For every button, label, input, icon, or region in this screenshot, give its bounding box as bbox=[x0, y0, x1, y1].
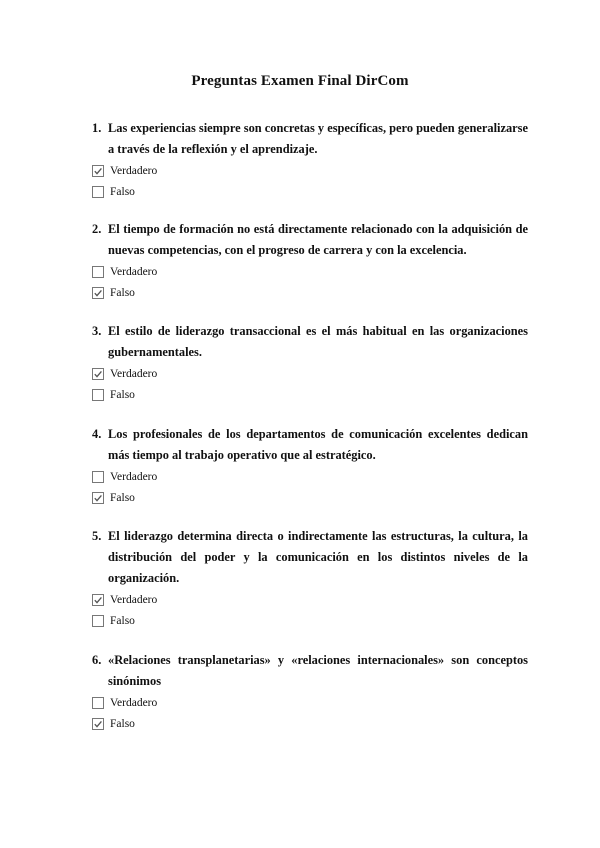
question-statement: Los profesionales de los departamentos de comunicación excelentes dedican más tiempo al trabajo operativo que al estratégico. bbox=[108, 427, 528, 462]
option-label: Verdadero bbox=[110, 164, 158, 177]
question-text bbox=[92, 424, 528, 466]
question-statement: Las experiencias siempre son concretas y específicas, pero pueden generalizarse a través de la reflexión y el aprendizaje. bbox=[108, 121, 528, 156]
option-verdadero[interactable] bbox=[92, 363, 528, 384]
question-statement: El tiempo de formación no está directamente relacionado con la adquisición de nuevas competencias, con el progreso de carrera y con la excelencia. bbox=[108, 222, 528, 257]
option-label: Falso bbox=[110, 185, 135, 198]
question-3 bbox=[92, 321, 528, 405]
option-label: Verdadero bbox=[110, 265, 158, 278]
question-number: 4. bbox=[92, 427, 102, 441]
option-label: Verdadero bbox=[110, 470, 158, 483]
option-verdadero[interactable] bbox=[92, 160, 528, 181]
question-text bbox=[92, 219, 528, 261]
checkbox-verdadero[interactable] bbox=[92, 368, 104, 380]
option-label: Verdadero bbox=[110, 593, 158, 606]
checkbox-falso[interactable] bbox=[92, 615, 104, 627]
option-falso[interactable] bbox=[92, 384, 528, 405]
question-number: 1. bbox=[92, 121, 102, 135]
option-falso[interactable] bbox=[92, 487, 528, 508]
option-falso[interactable] bbox=[92, 181, 528, 202]
question-number: 2. bbox=[92, 222, 102, 236]
checkbox-falso[interactable] bbox=[92, 287, 104, 299]
option-verdadero[interactable] bbox=[92, 589, 528, 610]
question-text bbox=[92, 650, 528, 692]
checkbox-falso[interactable] bbox=[92, 186, 104, 198]
option-label: Falso bbox=[110, 286, 135, 299]
option-label: Verdadero bbox=[110, 696, 158, 709]
option-label: Falso bbox=[110, 491, 135, 504]
question-4 bbox=[92, 424, 528, 508]
option-falso[interactable] bbox=[92, 713, 528, 734]
question-statement: «Relaciones transplanetarias» y «relaciones internacionales» son conceptos sinónimos bbox=[108, 653, 528, 688]
checkbox-falso[interactable] bbox=[92, 718, 104, 730]
option-verdadero[interactable] bbox=[92, 692, 528, 713]
question-2 bbox=[92, 219, 528, 303]
question-number: 6. bbox=[92, 653, 102, 667]
question-text bbox=[92, 118, 528, 160]
checkbox-verdadero[interactable] bbox=[92, 697, 104, 709]
question-number: 3. bbox=[92, 324, 102, 338]
question-1 bbox=[92, 118, 528, 202]
checkbox-verdadero[interactable] bbox=[92, 594, 104, 606]
checkbox-verdadero[interactable] bbox=[92, 165, 104, 177]
option-falso[interactable] bbox=[92, 610, 528, 631]
option-label: Falso bbox=[110, 614, 135, 627]
option-label: Falso bbox=[110, 388, 135, 401]
question-text bbox=[92, 321, 528, 363]
checkbox-falso[interactable] bbox=[92, 492, 104, 504]
question-5 bbox=[92, 526, 528, 631]
option-verdadero[interactable] bbox=[92, 261, 528, 282]
question-6 bbox=[92, 650, 528, 734]
option-verdadero[interactable] bbox=[92, 466, 528, 487]
option-falso[interactable] bbox=[92, 282, 528, 303]
question-statement: El liderazgo determina directa o indirectamente las estructuras, la cultura, la distribución del poder y la comunicación en los distintos niveles de la organización. bbox=[108, 529, 528, 585]
question-text bbox=[92, 526, 528, 589]
checkbox-verdadero[interactable] bbox=[92, 266, 104, 278]
checkbox-verdadero[interactable] bbox=[92, 471, 104, 483]
question-number: 5. bbox=[92, 529, 102, 543]
question-statement: El estilo de liderazgo transaccional es el más habitual en las organizaciones gubernamentales. bbox=[108, 324, 528, 359]
checkbox-falso[interactable] bbox=[92, 389, 104, 401]
option-label: Verdadero bbox=[110, 367, 158, 380]
page-title: Preguntas Examen Final DirCom bbox=[191, 73, 409, 89]
option-label: Falso bbox=[110, 717, 135, 730]
